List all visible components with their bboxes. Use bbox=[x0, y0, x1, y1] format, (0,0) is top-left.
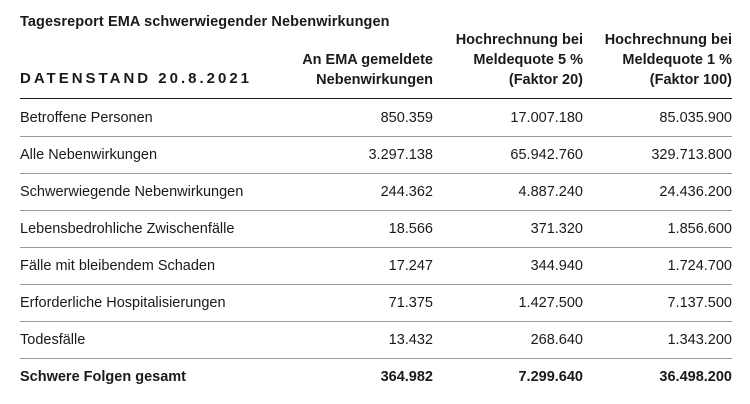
table-row bbox=[20, 322, 732, 359]
cell-projection-5: 1.427.500 bbox=[518, 295, 583, 311]
cell-projection-1: 1.856.600 bbox=[667, 221, 732, 237]
column-header-line: Nebenwirkungen bbox=[316, 72, 433, 88]
cell-reported: 364.982 bbox=[380, 369, 433, 385]
cell-projection-1: 36.498.200 bbox=[659, 369, 732, 385]
column-header-line: Meldequote 1 % bbox=[622, 52, 732, 68]
column-header-line: An EMA gemeldete bbox=[302, 52, 433, 68]
cell-reported: 850.359 bbox=[380, 110, 433, 126]
table-body bbox=[20, 100, 732, 395]
column-header-line: Meldequote 5 % bbox=[473, 52, 583, 68]
table-row bbox=[20, 174, 732, 211]
table-row bbox=[20, 285, 732, 322]
row-label: Betroffene Personen bbox=[20, 110, 153, 126]
cell-projection-5: 344.940 bbox=[530, 258, 583, 274]
cell-projection-5: 371.320 bbox=[530, 221, 583, 237]
cell-projection-1: 7.137.500 bbox=[667, 295, 732, 311]
table-row bbox=[20, 211, 732, 248]
row-label: Schwere Folgen gesamt bbox=[20, 369, 186, 385]
table-title: Tagesreport EMA schwerwiegender Nebenwirkungen bbox=[20, 14, 390, 30]
cell-projection-1: 24.436.200 bbox=[659, 184, 732, 200]
table-row bbox=[20, 137, 732, 174]
cell-reported: 244.362 bbox=[380, 184, 433, 200]
cell-reported: 3.297.138 bbox=[368, 147, 433, 163]
row-label: Erforderliche Hospitalisierungen bbox=[20, 295, 226, 311]
column-header-line: (Faktor 20) bbox=[508, 72, 583, 88]
cell-projection-5: 17.007.180 bbox=[510, 110, 583, 126]
cell-projection-5: 65.942.760 bbox=[510, 147, 583, 163]
cell-reported: 71.375 bbox=[388, 295, 433, 311]
cell-projection-1: 85.035.900 bbox=[659, 110, 732, 126]
table-row bbox=[20, 248, 732, 285]
cell-projection-5: 268.640 bbox=[530, 332, 583, 348]
table-row bbox=[20, 100, 732, 137]
column-header-projection-1 bbox=[605, 30, 732, 90]
header-divider bbox=[20, 98, 732, 99]
cell-projection-1: 1.724.700 bbox=[667, 258, 732, 274]
row-label: Fälle mit bleibendem Schaden bbox=[20, 258, 216, 274]
column-header-line: Hochrechnung bei bbox=[455, 32, 583, 48]
row-label: Alle Nebenwirkungen bbox=[20, 147, 158, 163]
table-row-total bbox=[20, 359, 732, 395]
cell-projection-1: 1.343.200 bbox=[667, 332, 732, 348]
column-header-line: (Faktor 100) bbox=[649, 72, 732, 88]
row-label: Lebensbedrohliche Zwischenfälle bbox=[20, 221, 235, 237]
data-date: DATENSTAND 20.8.2021 bbox=[20, 70, 253, 87]
cell-projection-5: 4.887.240 bbox=[518, 184, 583, 200]
cell-projection-1: 329.713.800 bbox=[651, 147, 732, 163]
row-label: Schwerwiegende Nebenwirkungen bbox=[20, 184, 244, 200]
cell-reported: 13.432 bbox=[388, 332, 433, 348]
column-header-line: Hochrechnung bei bbox=[604, 32, 732, 48]
cell-reported: 18.566 bbox=[388, 221, 433, 237]
cell-reported: 17.247 bbox=[388, 258, 433, 274]
cell-projection-5: 7.299.640 bbox=[518, 369, 583, 385]
column-header-projection-5 bbox=[456, 30, 583, 90]
column-header-reported bbox=[302, 50, 433, 90]
row-label: Todesfälle bbox=[20, 332, 86, 348]
